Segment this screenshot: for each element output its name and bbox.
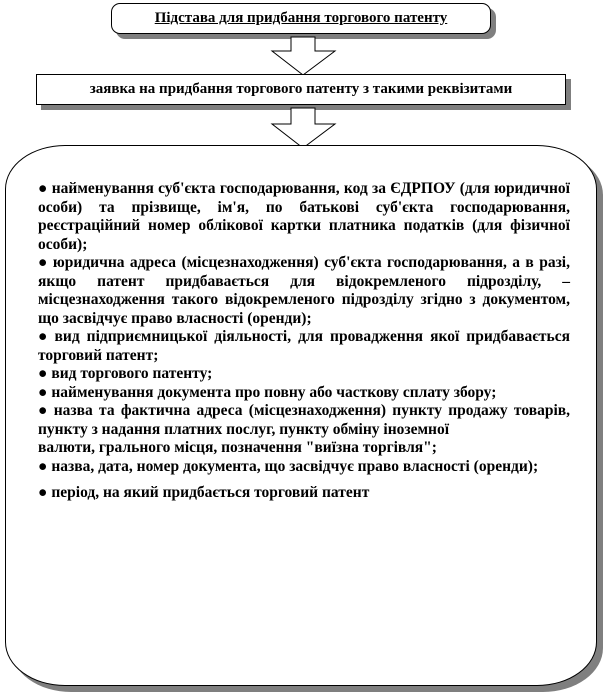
- list-item-continuation: валюти, грального місця, позначення "виїзна торгівля";: [38, 439, 437, 456]
- spacer: [38, 476, 570, 484]
- bullet-icon: ●: [38, 484, 48, 501]
- list-item: ● юридична адреса (місцезнаходження) суб'єкта господарювання, а в разі, якщо патент придбавається для відокремленого підрозділу, – місцезнаходження такого відокремленого підрозділу згідно з документом, що засвідчує право власності (оренди);: [38, 254, 570, 327]
- list-item: ● найменування суб'єкта господарювання, код за ЄДРПОУ (для юридичної особи) та прізвище, ім'я, по батькові суб'єкта господарювання, реєстраційний номер облікової картки платника податків (для фізичної особи);: [38, 180, 570, 253]
- bullet-icon: ●: [38, 254, 49, 271]
- list-item: ● період, на який придбається торговий патент: [38, 484, 370, 501]
- requisites-header: заявка на придбання торгового патенту з такими реквізитами: [89, 81, 513, 97]
- list-item: ● назва, дата, номер документа, що засвідчує право власності (оренди);: [38, 457, 539, 475]
- diagram-title: Підстава для придбання торгового патенту: [154, 10, 448, 26]
- title-box: [111, 3, 491, 34]
- bullet-icon: ●: [38, 383, 48, 401]
- bullet-icon: ●: [38, 180, 48, 197]
- list-item: ● вид підприємницької діяльності, для провадження якої придбавається торговий патент;: [38, 328, 570, 364]
- list-item: ● вид торгового патенту;: [38, 365, 213, 382]
- list-item: ● найменування документа про повну або часткову сплату збору;: [38, 383, 497, 401]
- down-arrow-icon: [272, 37, 336, 77]
- down-arrow-icon: [272, 108, 336, 150]
- requisites-list: [38, 180, 570, 503]
- bullet-icon: ●: [38, 328, 51, 345]
- requisites-box: [36, 74, 566, 105]
- bullet-icon: ●: [38, 365, 48, 382]
- bullet-icon: ●: [38, 457, 48, 475]
- bullet-icon: ●: [38, 402, 50, 419]
- list-item: ● назва та фактична адреса (місцезнаходження) пункту продажу товарів, пункту з надання платних послуг, пункту обміну іноземної: [38, 402, 570, 438]
